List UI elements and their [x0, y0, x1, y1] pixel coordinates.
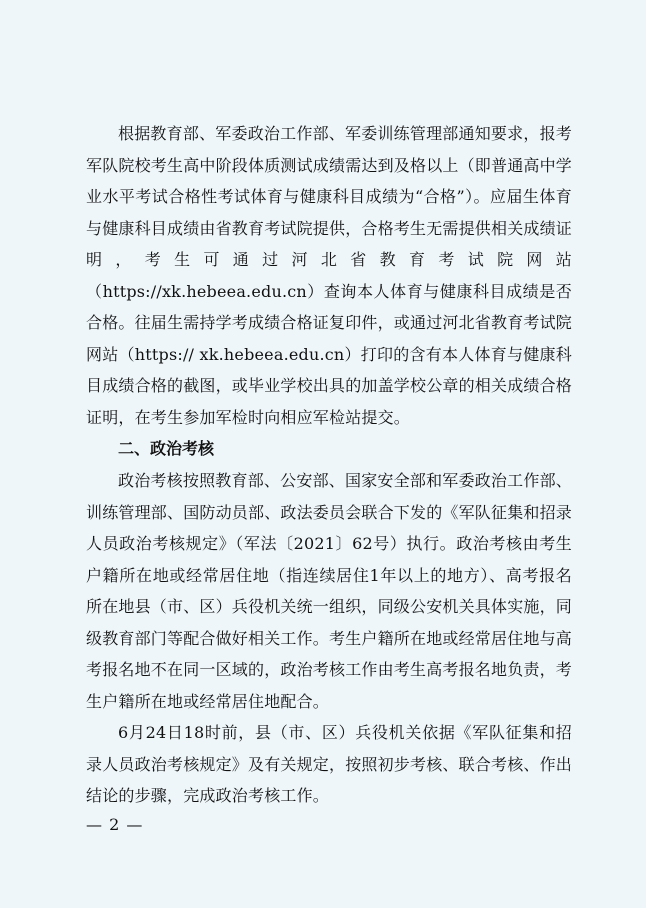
- paragraph-deadline: 6月24日18时前，县（市、区）兵役机关依据《军队征集和招录人员政治考核规定》及有关规定，按照初步考核、联合考核、作出结论的步骤，完成政治考核工作。: [86, 723, 573, 805]
- paragraph-physical-test: 根据教育部、军委政治工作部、军委训练管理部通知要求，报考军队院校考生高中阶段体质测试成绩需达到及格以上（即普通高中学业水平考试合格性考试体育与健康科目成绩为“合格”）。应届生体育与健康科目成绩由省教育考试院提供，合格考生无需提供相关成绩证明，考生可通过河北省教育考试院网站（https://xk.hebeea.edu.cn）查询本人体育与健康科目成绩是否合格。往届生需持学考成绩合格证复印件，或通过河北省教育考试院网站（https:// xk.hebeea.edu.cn）打印的含有本人体育与健康科目成绩合格的截图，或毕业学校出具的加盖学校公章的相关成绩合格证明，在考生参加军检时向相应军检站提交。: [86, 124, 573, 427]
- page-number: — 2 —: [86, 815, 144, 834]
- section-heading-political-review: 二、政治考核: [118, 439, 215, 458]
- paragraph-political-review: 政治考核按照教育部、公安部、国家安全部和军委政治工作部、训练管理部、国防动员部、政法委员会联合下发的《军队征集和招录人员政治考核规定》（军法〔2021〕62号）执行。政治考核由考生户籍所在地或经常居住地（指连续居住1年以上的地方）、高考报名所在地县（市、区）兵役机关统一组织，同级公安机关具体实施，同级教育部门等配合做好相关工作。考生户籍所在地或经常居住地与高考报名地不在同一区域的，政治考核工作由考生高考报名地负责，考生户籍所在地或经常居住地配合。: [86, 471, 573, 711]
